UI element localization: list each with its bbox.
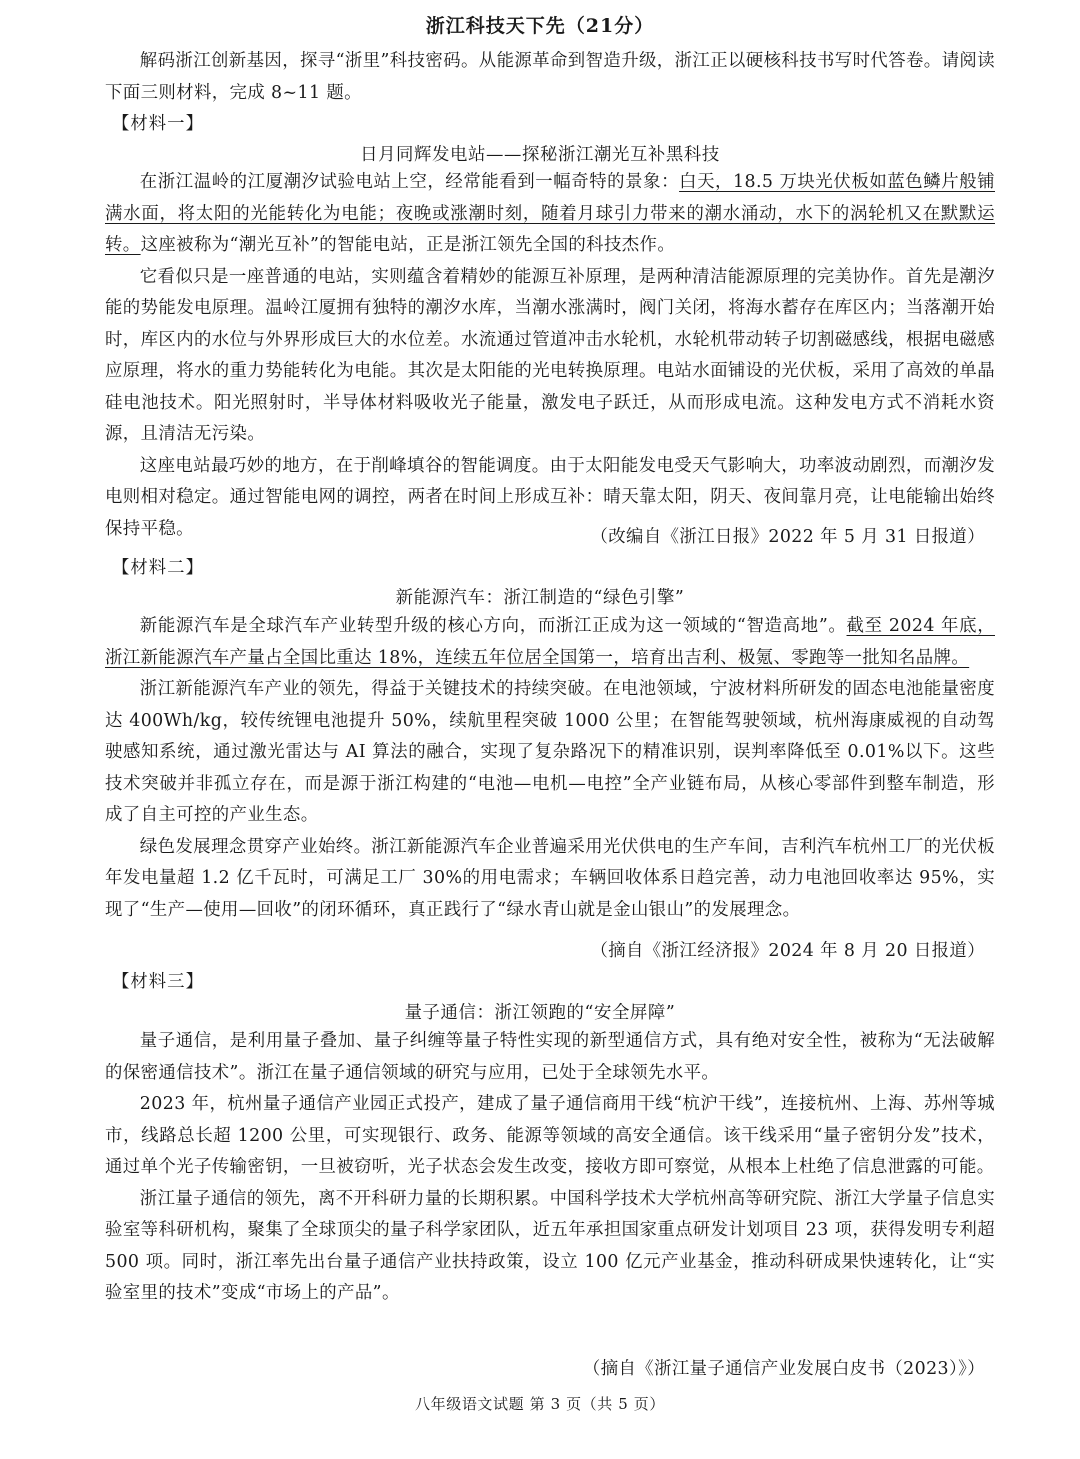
material3-source: （摘自《浙江量子通信产业发展白皮书（2023）》）: [582, 1359, 985, 1379]
material1-p1-underlined: 白天，18.5 万块光伏板如蓝色鳞片般铺满水面，将太阳的光能转化为电能；夜晚或涨潮时刻，随着月球引力带来的潮水涌动，水下的涡轮机又在默默运转。: [105, 172, 995, 255]
material3-paragraph-1: 量子通信，是利用量子叠加、量子纠缠等量子特性实现的新型通信方式，具有绝对安全性，被称为“无法破解的保密通信技术”。浙江在量子通信领域的研究与应用，已处于全球领先水平。: [105, 1031, 995, 1083]
material2-paragraph-1: [105, 611, 995, 674]
material1-paragraph-1: [105, 167, 995, 262]
material2-source: （摘自《浙江经济报》2024 年 8 月 20 日报道）: [590, 941, 985, 961]
material1-subtitle: 日月同辉发电站——探秘浙江潮光互补黑科技: [360, 145, 720, 165]
intro-paragraph: [105, 46, 995, 109]
material2-paragraph-2: 浙江新能源汽车产业的领先，得益于关键技术的持续突破。在电池领域，宁波材料所研发的固态电池能量密度达 400Wh/kg，较传统锂电池提升 50%，续航里程突破 1000 公里；在智能驾驶领域，杭州海康威视的自动驾驶感知系统，通过激光雷达与 AI 算法的融合，实现了复杂路况下的精准识别，误判率降低至 0.01%以下。这些技术突破并非孤立存在，而是源于浙江构建的“电池—电机—电控”全产业链布局，从核心零部件到整车制造，形成了自主可控的产业生态。: [105, 679, 995, 825]
material3-paragraph-3: 浙江量子通信的领先，离不开科研力量的长期积累。中国科学技术大学杭州高等研究院、浙江大学量子信息实验室等科研机构，聚集了全球顶尖的量子科学家团队，近五年承担国家重点研发计划项目 23 项，获得发明专利超 500 项。同时，浙江率先出台量子通信产业扶持政策，设立 100 亿元产业基金，推动科研成果快速转化，让“实验室里的技术”变成“市场上的产品”。: [105, 1188, 995, 1303]
material1-paragraph-2: 它看似只是一座普通的电站，实则蕴含着精妙的能源互补原理，是两种清洁能源原理的完美协作。首先是潮汐能的势能发电原理。温岭江厦拥有独特的潮汐水库，当潮水涨满时，阀门关闭，将海水蓄存在库区内；当落潮开始时，库区内的水位与外界形成巨大的水位差。水流通过管道冲击水轮机，水轮机带动转子切割磁感线，根据电磁感应原理，将水的重力势能转化为电能。其次是太阳能的光电转换原理。电站水面铺设的光伏板，采用了高效的单晶硅电池技术。阳光照射时，半导体材料吸收光子能量，激发电子跃迁，从而形成电流。这种发电方式不消耗水资源，且清洁无污染。: [105, 266, 995, 444]
material2-subtitle: 新能源汽车：浙江制造的“绿色引擎”: [395, 588, 685, 608]
material2-p1-underlined: 截至 2024 年底，浙江新能源汽车产量占全国比重达 18%，连续五年位居全国第一，培育出吉利、极氪、零跑等一批知名品牌。: [105, 616, 995, 668]
material3-body: [105, 1026, 995, 1310]
intro-text: 解码浙江创新基因，探寻“浙里”科技密码。从能源革命到智造升级，浙江正以硬核科技书写时代答卷。请阅读下面三则材料，完成 8~11 题。: [105, 51, 995, 103]
material1-p1-pre: 在浙江温岭的江厦潮汐试验电站上空，经常能看到一幅奇特的景象：: [139, 172, 680, 192]
material1-paragraph-3: 这座电站最巧妙的地方，在于削峰填谷的智能调度。由于太阳能发电受天气影响大，功率波动剧烈，而潮汐发电则相对稳定。通过智能电网的调控，两者在时间上形成互补：晴天靠太阳，阴天、夜间靠月亮，让电能输出始终保持平稳。: [105, 455, 995, 539]
section-title: 浙江科技天下先（21分）: [425, 15, 655, 37]
material3-label: 【材料三】: [112, 972, 204, 992]
page-footer: 八年级语文试题 第 3 页（共 5 页）: [415, 1395, 665, 1413]
material1-body: [105, 167, 995, 545]
material3-paragraph-2: 2023 年，杭州量子通信产业园正式投产，建成了量子通信商用干线“杭沪干线”，连接杭州、上海、苏州等城市，线路总长超 1200 公里，可实现银行、政务、能源等领域的高安全通信。该干线采用“量子密钥分发”技术，通过单个光子传输密钥，一旦被窃听，光子状态会发生改变，接收方即可察觉，从根本上杜绝了信息泄露的可能。: [105, 1094, 995, 1177]
material2-body: [105, 611, 995, 926]
material2-paragraph-3: 绿色发展理念贯穿产业始终。浙江新能源汽车企业普遍采用光伏供电的生产车间，吉利汽车杭州工厂的光伏板年发电量超 1.2 亿千瓦时，可满足工厂 30%的用电需求；车辆回收体系日趋完善，动力电池回收率达 95%，实现了“生产—使用—回收”的闭环循环，真正践行了“绿水青山就是金山银山”的发展理念。: [105, 836, 995, 920]
material2-label: 【材料二】: [112, 558, 204, 578]
material1-p1-post: 这座被称为“潮光互补”的智能电站，正是浙江领先全国的科技杰作。: [140, 235, 676, 255]
material1-label: 【材料一】: [112, 114, 204, 134]
material3-subtitle: 量子通信：浙江领跑的“安全屏障”: [404, 1003, 676, 1023]
material2-p1-pre: 新能源汽车是全球汽车产业转型升级的核心方向，而浙江正成为这一领域的“智造高地”。: [139, 616, 847, 636]
material1-source: （改编自《浙江日报》2022 年 5 月 31 日报道）: [590, 527, 985, 547]
